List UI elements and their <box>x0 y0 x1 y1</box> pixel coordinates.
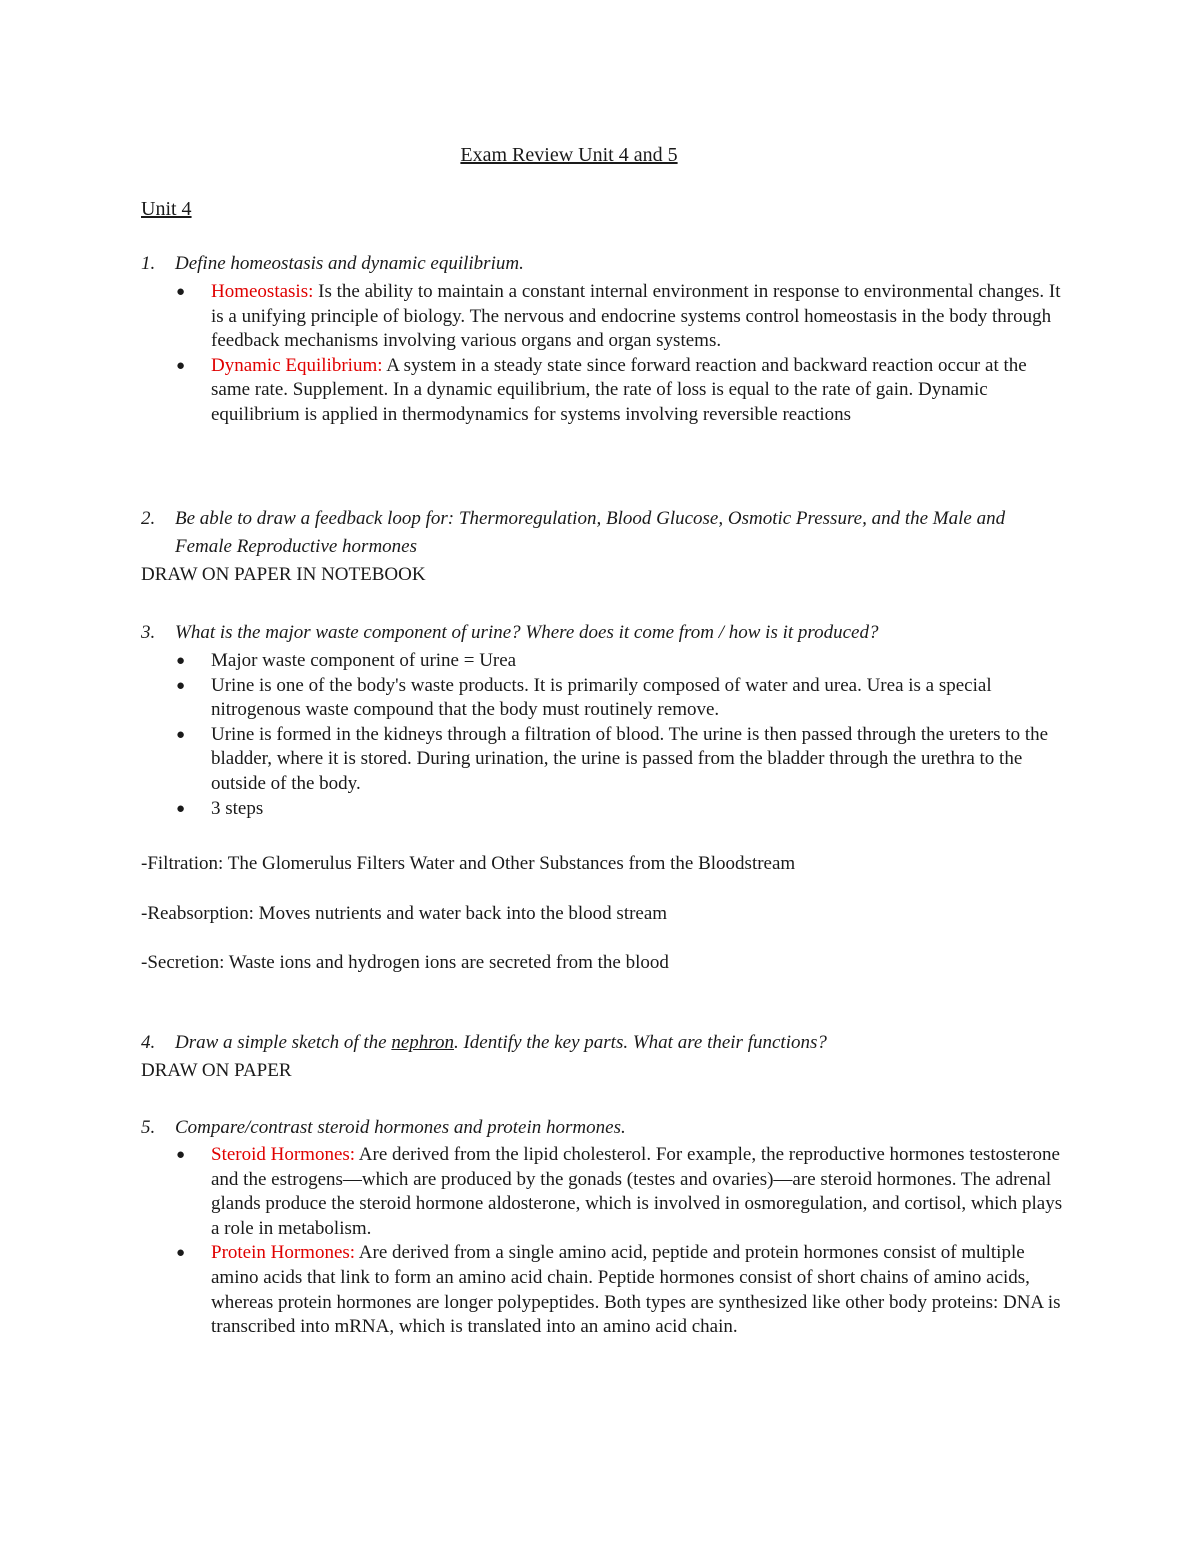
answer-text: Urine is formed in the kidneys through a filtration of blood. The urine is then passed through the ureters to the bladder, where it is stored. During urination, the urine is passed from the bladder through the urethra to the outside of the body. <box>211 723 1049 794</box>
term-label: Protein Hormones: <box>211 1242 356 1264</box>
question-1 <box>141 250 1061 278</box>
question-text: Be able to draw a feedback loop for: Thermoregulation, Blood Glucose, Osmotic Pressure, and the Male and Female Reproductive hormones <box>175 508 1006 557</box>
bullet-icon: ● <box>176 357 186 374</box>
question-number: 4. <box>141 1032 156 1053</box>
question-5 <box>141 1114 1061 1142</box>
question-2-answer: DRAW ON PAPER IN NOTEBOOK <box>141 564 426 585</box>
unit-heading: Unit 4 <box>141 198 192 220</box>
question-text-end: . Identify the key parts. What are their functions? <box>453 1032 827 1053</box>
answer-text: 3 steps <box>211 797 264 819</box>
list-item <box>176 649 1066 674</box>
list-item <box>176 1241 1066 1339</box>
term-definition: Are derived from a single amino acid, peptide and protein hormones consist of multiple amino acids that link to form an amino acid chain. Peptide hormones consist of short chains of amino acids, whereas protein hormones are longer polypeptides. Both types are synthesized like other body proteins: DNA is transcribed into mRNA, which is translated into an amino acid chain. <box>211 1242 1061 1338</box>
bullet-icon: ● <box>176 1147 186 1163</box>
question-number: 2. <box>141 508 156 529</box>
question-3 <box>141 619 1061 647</box>
question-4-answer: DRAW ON PAPER <box>141 1060 292 1081</box>
question-1-answers <box>176 280 1066 428</box>
question-3-answers <box>176 649 1066 821</box>
step-filtration: -Filtration: The Glomerulus Filters Water and Other Substances from the Bloodstream <box>141 853 796 874</box>
list-item <box>176 280 1066 354</box>
list-item <box>176 797 1066 822</box>
answer-text: Urine is one of the body's waste products. It is primarily composed of water and urea. Urea is a special nitrogenous waste compound that the body must routinely remove. <box>211 674 992 721</box>
question-text: What is the major waste component of urine? Where does it come from / how is it produced? <box>175 622 879 643</box>
document-title: Exam Review Unit 4 and 5 <box>460 144 678 166</box>
question-text: Define homeostasis and dynamic equilibrium. <box>175 253 524 274</box>
term-label: Homeostasis: <box>211 281 314 302</box>
question-2 <box>141 505 1061 561</box>
step-reabsorption: -Reabsorption: Moves nutrients and water back into the blood stream <box>141 903 668 924</box>
bullet-icon: ● <box>176 653 186 669</box>
step-secretion: -Secretion: Waste ions and hydrogen ions are secreted from the blood <box>141 952 669 973</box>
term-label: Dynamic Equilibrium: <box>211 354 383 376</box>
term-definition: Is the ability to maintain a constant internal environment in response to environmental changes. It is a unifying principle of biology. The nervous and endocrine systems control homeostasis in the body through feedback mechanisms involving various organs and organ systems. <box>211 281 1061 352</box>
nephron-term: nephron <box>391 1032 454 1053</box>
list-item <box>176 674 1066 723</box>
list-item <box>176 723 1066 797</box>
question-text <box>141 1029 1061 1057</box>
bullet-icon: ● <box>176 1245 186 1262</box>
question-4 <box>141 1029 1061 1057</box>
bullet-icon: ● <box>176 800 186 817</box>
term-definition: A system in a steady state since forward reaction and backward reaction occur at the same rate. Supplement. In a dynamic equilibrium, the rate of loss is equal to the rate of gain. Dynamic equilibrium is applied in thermodynamics for systems involving reversible reactions <box>211 354 1027 425</box>
answer-text: Major waste component of urine = Urea <box>211 650 517 671</box>
question-text-start: Draw a simple sketch of the <box>175 1032 392 1053</box>
bullet-icon: ● <box>176 284 186 300</box>
term-label: Steroid Hormones: <box>211 1144 356 1165</box>
question-number: 3. <box>141 622 156 643</box>
list-item <box>176 1143 1066 1241</box>
question-text: Compare/contrast steroid hormones and protein hormones. <box>175 1117 626 1138</box>
question-number: 5. <box>141 1117 156 1138</box>
term-definition: Are derived from the lipid cholesterol. For example, the reproductive hormones testosterone and the estrogens—which are produced by the gonads (testes and ovaries)—are steroid hormones. The adrenal glands produce the steroid hormone aldosterone, which is involved in osmoregulation, and cortisol, which plays a role in metabolism. <box>211 1144 1063 1239</box>
question-number: 1. <box>141 253 156 274</box>
bullet-icon: ● <box>176 677 186 694</box>
bullet-icon: ● <box>176 726 186 743</box>
list-item <box>176 354 1066 428</box>
question-5-answers <box>176 1143 1066 1340</box>
